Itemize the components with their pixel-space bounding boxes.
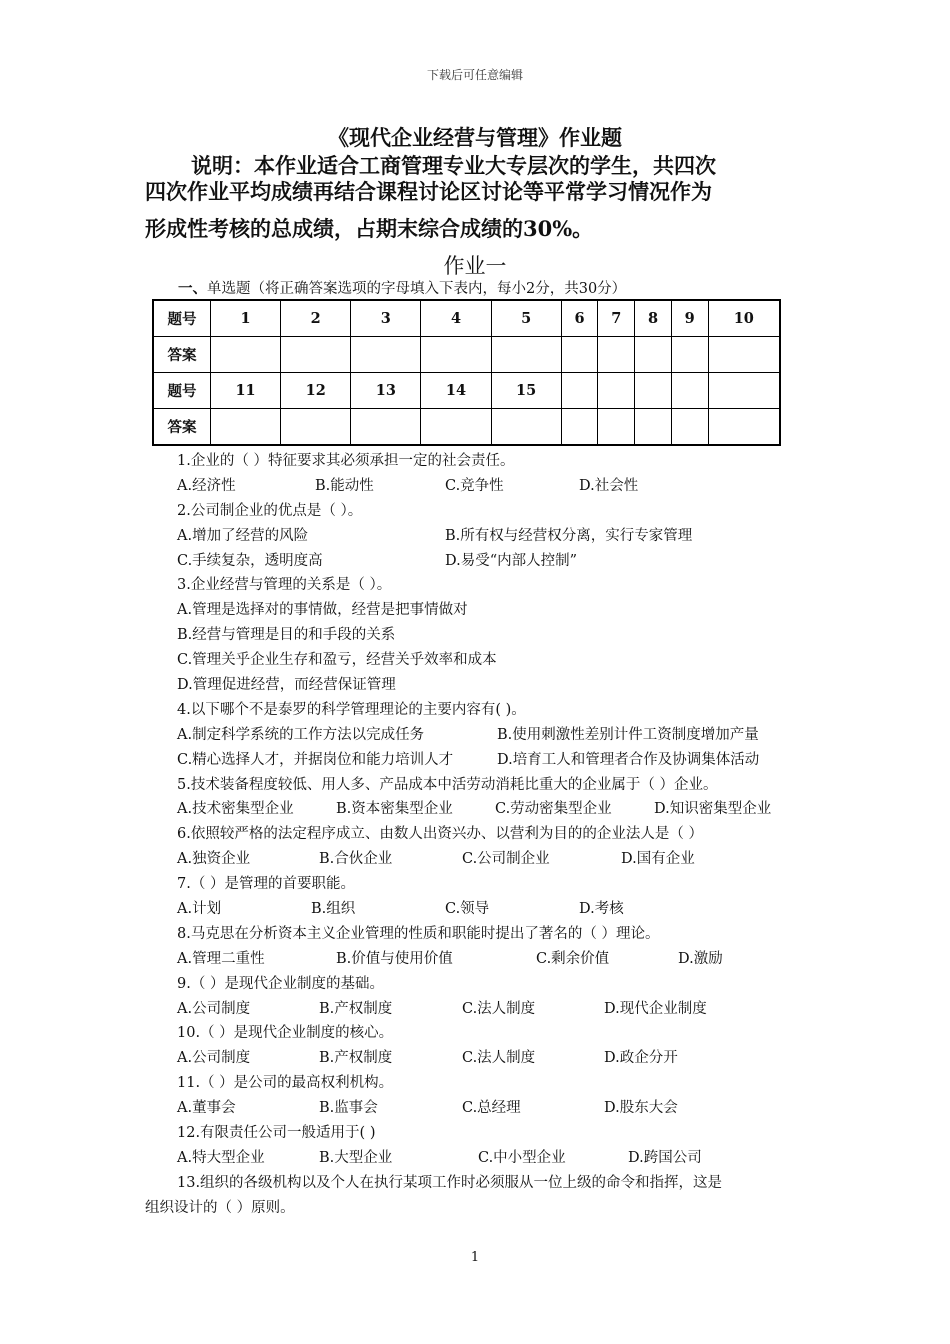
question-number-cell (671, 373, 708, 409)
option-c: C.法人制度 (462, 1050, 536, 1067)
document-title: 《现代企业经营与管理》作业题 (328, 125, 622, 150)
intro-line-3: 形成性考核的总成绩，占期末综合成绩的30%。 (145, 216, 594, 241)
question-number-cell: 9 (671, 300, 708, 337)
question-text: 7.（ ）是管理的首要职能。 (177, 876, 355, 893)
question-number-cell: 11 (211, 373, 281, 409)
option-line (145, 1146, 825, 1171)
option-a: B.经营与管理是目的和手段的关系 (177, 627, 396, 644)
option-c: C.总经理 (462, 1100, 521, 1117)
question-number-cell (708, 373, 780, 409)
answer-cell[interactable] (281, 337, 351, 373)
answer-cell[interactable] (671, 409, 708, 446)
page-number: 1 (470, 1250, 480, 1265)
answer-cell[interactable] (561, 409, 598, 446)
question-number-cell: 7 (598, 300, 635, 337)
option-b: B.产权制度 (319, 1000, 393, 1017)
question-number-cell (635, 373, 672, 409)
question-number-cell: 1 (211, 300, 281, 337)
answer-cell[interactable] (635, 409, 672, 446)
question-text: 11.（ ）是公司的最高权利机构。 (177, 1075, 394, 1092)
option-b: D.培育工人和管理者合作及协调集体活动 (497, 751, 760, 768)
option-d: D.现代企业制度 (604, 1000, 707, 1017)
option-b: B.能动性 (315, 477, 374, 494)
question-number-cell: 2 (281, 300, 351, 337)
option-b: B.合伙企业 (319, 851, 393, 868)
option-a: A.经济性 (177, 477, 236, 494)
question-number-cell: 4 (421, 300, 491, 337)
option-line (145, 623, 825, 648)
answer-cell[interactable] (708, 337, 780, 373)
option-b: B.使用刺激性差别计件工资制度增加产量 (497, 726, 759, 743)
answer-cell[interactable] (211, 337, 281, 373)
section-instruction (178, 277, 626, 298)
option-line (145, 748, 825, 773)
option-line (145, 1096, 825, 1121)
question-number-row (153, 373, 780, 409)
question-number-cell (598, 373, 635, 409)
option-line (145, 549, 825, 574)
answer-cell[interactable] (211, 409, 281, 446)
answer-label: 答案 (153, 337, 211, 373)
intro-line-1: 说明：本作业适合工商管理专业大专层次的学生，共四次 (191, 153, 716, 178)
option-c: C.法人制度 (462, 1000, 536, 1017)
answer-cell[interactable] (561, 337, 598, 373)
option-c: C.中小型企业 (478, 1149, 566, 1166)
question-text: 1.企业的（ ）特征要求其必须承担一定的社会责任。 (177, 453, 515, 469)
option-c: C.剩余价值 (536, 950, 610, 967)
option-a: A.独资企业 (177, 851, 251, 868)
question-number-cell: 14 (421, 373, 491, 409)
option-b: B.组织 (311, 901, 356, 918)
question-number-label: 题号 (153, 300, 211, 337)
option-line (145, 997, 825, 1022)
option-d: D.股东大会 (604, 1100, 678, 1117)
question-list (145, 449, 825, 1221)
question-13-line-2: 组织设计的（ ）原则。 (145, 1199, 295, 1216)
answer-cell[interactable] (421, 337, 491, 373)
option-a: A.董事会 (177, 1100, 236, 1117)
homework-title: 作业一 (443, 254, 507, 278)
answer-label: 答案 (153, 409, 211, 446)
question-text: 9.（ ）是现代企业制度的基础。 (177, 975, 384, 992)
question-number-cell: 8 (635, 300, 672, 337)
question-text: 3.企业经营与管理的关系是（ ）。 (177, 577, 392, 594)
option-line (145, 897, 825, 922)
question-text: 4.以下哪个不是泰罗的科学管理理论的主要内容有( )。 (177, 701, 526, 718)
question-number-label: 题号 (153, 373, 211, 409)
option-d: D.考核 (579, 901, 624, 918)
option-line (145, 673, 825, 698)
question-text: 8.马克思在分析资本主义企业管理的性质和职能时提出了著名的（ ）理论。 (177, 925, 660, 942)
option-line (145, 648, 825, 673)
question-number-cell: 5 (491, 300, 561, 337)
option-d: D.国有企业 (621, 851, 695, 868)
question-number-row (153, 300, 780, 337)
option-line (145, 723, 825, 748)
answer-cell[interactable] (671, 337, 708, 373)
option-b: B.价值与使用价值 (336, 950, 453, 967)
question-text: 2.公司制企业的优点是（ ）。 (177, 502, 363, 519)
option-a: A.特大型企业 (177, 1149, 265, 1166)
option-b: B.所有权与经营权分离，实行专家管理 (445, 527, 693, 544)
option-d: D.跨国公司 (628, 1149, 702, 1166)
header-note: 下载后可任意编辑 (426, 68, 523, 82)
question-text: 10.（ ）是现代企业制度的核心。 (177, 1025, 394, 1042)
option-c: C.领导 (445, 901, 490, 918)
answer-cell[interactable] (421, 409, 491, 446)
option-d: D.激励 (678, 950, 723, 967)
section-instruction-text: 单选题（将正确答案选项的字母填入下表内，每小2分，共30分） (207, 281, 627, 297)
question-number-cell: 12 (281, 373, 351, 409)
answer-row (153, 337, 780, 373)
section-number: 一、 (178, 280, 207, 297)
answer-table (152, 299, 781, 446)
option-a: D.管理促进经营，而经营保证管理 (177, 677, 396, 694)
option-a: C.手续复杂，透明度高 (177, 552, 323, 569)
option-d: D.知识密集型企业 (654, 801, 772, 818)
answer-cell[interactable] (598, 409, 635, 446)
option-c: C.竞争性 (445, 477, 504, 494)
option-a: A.公司制度 (177, 1000, 251, 1017)
option-a: C.管理关乎企业生存和盈亏，经营关乎效率和成本 (177, 652, 497, 669)
option-b: B.资本密集型企业 (336, 801, 453, 818)
option-line (145, 474, 825, 499)
option-c: C.公司制企业 (462, 851, 550, 868)
option-a: C.精心选择人才，并据岗位和能力培训人才 (177, 751, 454, 768)
answer-row (153, 409, 780, 446)
option-line (145, 524, 825, 549)
answer-cell[interactable] (351, 337, 421, 373)
option-b: B.大型企业 (319, 1149, 393, 1166)
option-a: A.制定科学系统的工作方法以完成任务 (177, 726, 425, 743)
option-line (145, 847, 825, 872)
option-b: B.监事会 (319, 1100, 378, 1117)
question-text: 6.依照较严格的法定程序成立、由数人出资兴办、以营利为目的的企业法人是（ ） (177, 826, 703, 843)
answer-cell[interactable] (491, 337, 561, 373)
answer-cell[interactable] (281, 409, 351, 446)
question-number-cell: 15 (491, 373, 561, 409)
answer-cell[interactable] (598, 337, 635, 373)
question-number-cell: 6 (561, 300, 598, 337)
option-a: A.计划 (177, 901, 222, 918)
answer-cell[interactable] (708, 409, 780, 446)
option-line (145, 947, 825, 972)
option-c: C.劳动密集型企业 (495, 801, 612, 818)
answer-cell[interactable] (491, 409, 561, 446)
option-line (145, 1046, 825, 1071)
question-text: 5.技术装备程度较低、用人多、产品成本中活劳动消耗比重大的企业属于（ ）企业。 (177, 776, 718, 793)
option-a: A.公司制度 (177, 1050, 251, 1067)
answer-cell[interactable] (635, 337, 672, 373)
answer-cell[interactable] (351, 409, 421, 446)
question-text: 12.有限责任公司一般适用于( ) (177, 1125, 376, 1142)
question-number-cell: 13 (351, 373, 421, 409)
option-a: A.管理是选择对的事情做，经营是把事情做对 (177, 602, 468, 619)
question-number-cell: 3 (351, 300, 421, 337)
option-line (145, 797, 825, 822)
option-a: A.增加了经营的风险 (177, 527, 309, 544)
option-a: A.管理二重性 (177, 950, 265, 967)
intro-line-2: 四次作业平均成绩再结合课程讨论区讨论等平常学习情况作为 (145, 179, 712, 204)
question-number-cell (561, 373, 598, 409)
question-13-line-1: 13.组织的各级机构以及个人在执行某项工作时必须服从一位上级的命令和指挥，这是 (177, 1174, 723, 1191)
question-number-cell: 10 (708, 300, 780, 337)
option-a: A.技术密集型企业 (177, 801, 294, 818)
option-d: D.社会性 (579, 477, 639, 494)
option-b: D.易受“内部人控制” (445, 552, 578, 569)
option-d: D.政企分开 (604, 1050, 678, 1067)
option-b: B.产权制度 (319, 1050, 393, 1067)
option-line (145, 598, 825, 623)
